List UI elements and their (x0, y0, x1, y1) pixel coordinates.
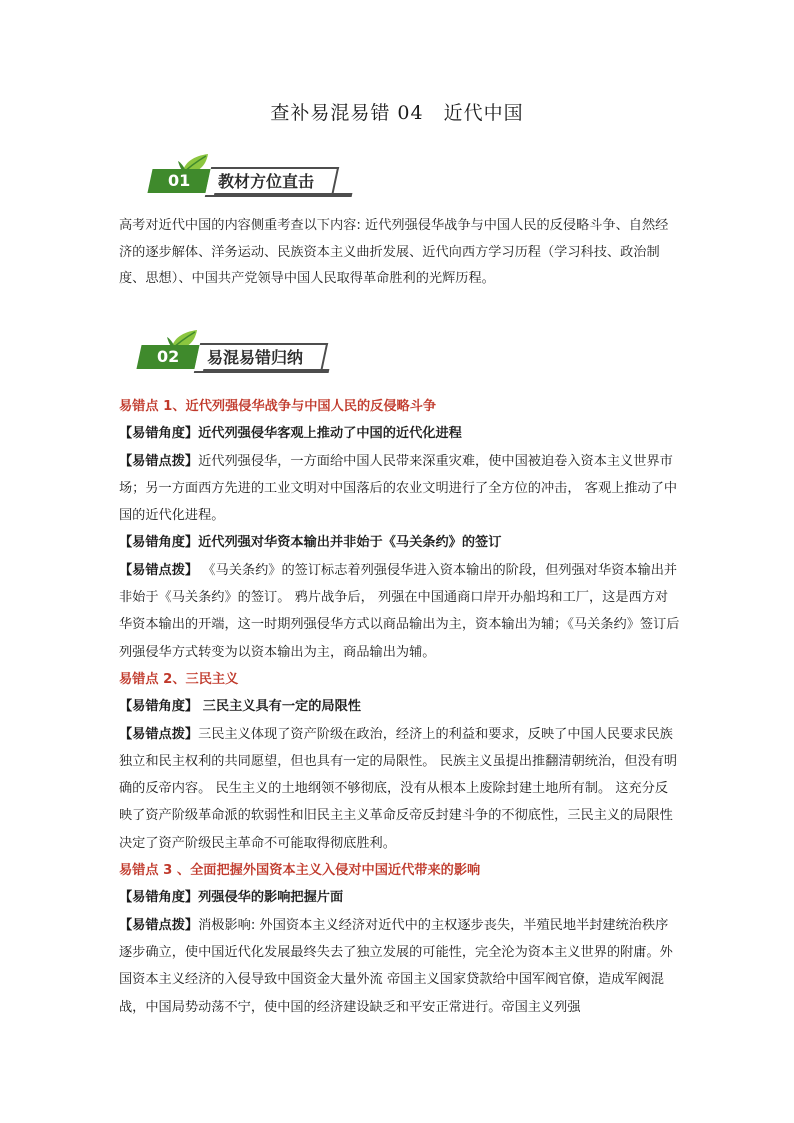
error-angle: 【易错角度】列强侵华的影响把握片面 (119, 890, 344, 906)
banner-underline (203, 369, 330, 373)
page-title: 查补易混易错 04 近代中国 (270, 102, 524, 124)
error-point-title: 易错点 2、三民主义 (119, 671, 239, 687)
section-label: 易混易错归纳 (194, 343, 328, 373)
error-angle: 【易错角度】近代列强侵华客观上推动了中国的近代化进程 (119, 426, 462, 442)
error-angle: 【易错角度】近代列强对华资本输出并非始于《马关条约》的签订 (119, 535, 502, 551)
error-point-title: 易错点 1、近代列强侵华战争与中国人民的反侵略斗争 (119, 399, 437, 414)
error-points-list (119, 393, 681, 1021)
error-point-title: 易错点 3 、全面把握外国资本主义入侵对中国近代带来的影响 (119, 863, 481, 879)
section-number: 01 (147, 169, 210, 193)
error-explanation: 【易错点拨】近代列强侵华，一方面给中国人民带来深重灾难，使中国被迫卷入资本主义世界市场；另一方面西方先进的工业文明对中国落后的农业文明进行了全方位的冲击， 客观上推动了中国的近代化进程。 (119, 453, 678, 524)
section-banner-01 (150, 160, 370, 200)
error-explanation: 【易错点拨】消极影响: 外国资本主义经济对近代中的主权逐步丧失，半殖民地半封建统治秩序逐步确立，使中国近代化发展最终失去了独立发展的可能性，完全沦为资本主义世界的附庸。外国资本主义经济的入侵导致中国资金大量外流 帝国主义国家贷款给中国军阀官僚，造成军阀混战，中国局势动荡不宁，使中国的经济建设缺乏和平安正常进行。帝国主义列强 (119, 917, 673, 1015)
error-explanation: 【易错点拨】 《马关条约》的签订标志着列强侵华进入资本输出的阶段，但列强对华资本输出并非始于《马关条约》的签订。 鸦片战争后， 列强在中国通商口岸开办船坞和工厂，这是西方对华资本输出的开端，这一时期列强侵华方式以商品输出为主，资本输出为辅；《马关条约》签订后列强侵华方式转变为以资本输出为主，商品输出为辅。 (119, 562, 680, 660)
error-explanation: 【易错点拨】三民主义体现了资产阶级在政治，经济上的利益和要求，反映了中国人民要求民族独立和民主权利的共同愿望，但也具有一定的局限性。 民族主义虽提出推翻清朝统治，但没有明确的反帝内容。 民生主义的土地纲领不够彻底，没有从根本上废除封建土地所有制。 这充分反映了资产阶级革命派的软弱性和旧民主主义革命反帝反封建斗争的不彻底性，三民主义的局限性决定了资产阶级民主革命不可能取得彻底胜利。 (119, 726, 678, 851)
banner-underline (214, 193, 353, 197)
section-label: 教材方位直击 (205, 167, 339, 197)
intro-paragraph: 高考对近代中国的内容侧重考查以下内容: 近代列强侵华战争与中国人民的反侵略斗争、自然经济的逐步解体、洋务运动、民族资本主义曲折发展、近代向西方学习历程（学习科技、政治制度、思想）、中国共产党领导中国人民取得革命胜利的光辉历程。 (119, 218, 669, 286)
error-angle: 【易错角度】 三民主义具有一定的局限性 (119, 699, 361, 715)
section-number: 02 (136, 345, 199, 369)
section-banner-02 (139, 336, 359, 376)
